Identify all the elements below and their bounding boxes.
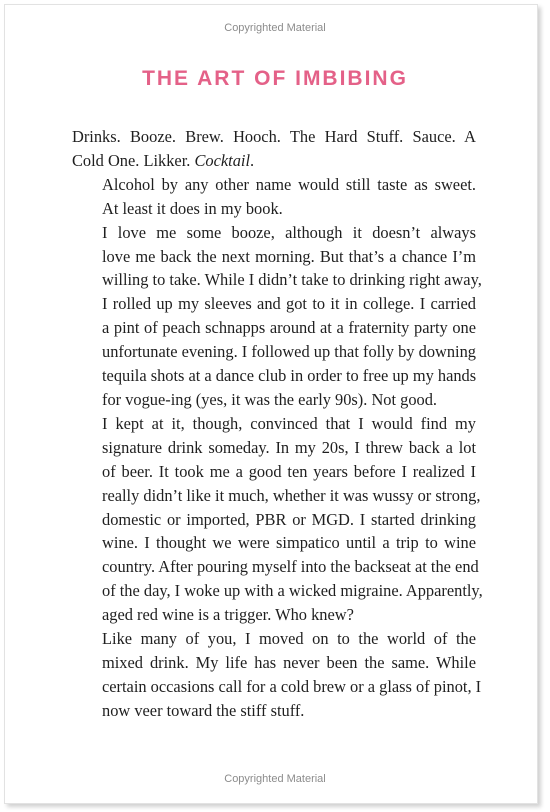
paragraph-line: now veer toward the stiff stuff. bbox=[102, 700, 305, 720]
paragraph-line: love me back the next morning. But that’s a chance I’m bbox=[102, 246, 476, 266]
paragraph-line: for vogue-ing (yes, it was the early 90s). Not good. bbox=[102, 389, 438, 409]
paragraph-line: wine. I thought we were simpatico until a trip to wine bbox=[102, 533, 476, 553]
paragraph-line: domestic or imported, PBR or MGD. I started drinking bbox=[102, 509, 476, 529]
paragraph-line: certain occasions call for a cold brew or a glass of pinot, I bbox=[102, 676, 482, 696]
paragraph-line: signature drink someday. In my 20s, I threw back a lot bbox=[102, 437, 476, 457]
paragraph-4 bbox=[72, 412, 483, 627]
paragraph-line: unfortunate evening. I followed up that folly by downing bbox=[102, 342, 476, 362]
paragraph-line: willing to take. While I didn’t take to drinking right away, bbox=[102, 270, 482, 290]
paragraph-line: country. After pouring myself into the backseat at the end bbox=[102, 557, 479, 577]
line-tail: . bbox=[250, 150, 255, 170]
emphasis-text: Cocktail bbox=[194, 150, 251, 170]
paragraph-5 bbox=[72, 627, 482, 723]
chapter-body bbox=[72, 125, 483, 723]
paragraph-line: of the day, I woke up with a wicked migraine. Apparently, bbox=[102, 581, 483, 601]
paragraph-line: I love me some booze, although it doesn’t always bbox=[102, 222, 476, 242]
paragraph-line: really didn’t like it much, whether it was wussy or strong, bbox=[102, 485, 481, 505]
paragraph-line: tequila shots at a dance club in order to free up my hands bbox=[102, 366, 477, 386]
paragraph-line: Alcohol by any other name would still taste as sweet. bbox=[102, 174, 476, 194]
paragraph-line: of beer. It took me a good ten years before I realized I bbox=[102, 461, 476, 481]
paragraph-line: Drinks. Booze. Brew. Hooch. The Hard Stuff. Sauce. A bbox=[72, 127, 476, 146]
paragraph-line: I rolled up my sleeves and got to it in college. I carried bbox=[102, 294, 476, 314]
paragraph-line: At least it does in my book. bbox=[102, 198, 283, 218]
paragraph-line: a pint of peach schnapps around at a fraternity party one bbox=[102, 318, 476, 338]
paragraph-3 bbox=[72, 221, 482, 412]
paragraph-line: Like many of you, I moved on to the world of the bbox=[102, 629, 476, 649]
paragraph-line bbox=[72, 149, 476, 173]
paragraph-line: mixed drink. My life has never been the same. While bbox=[102, 652, 476, 672]
chapter-title: THE ART OF IMBIBING bbox=[142, 67, 408, 90]
line-text: Cold One. Likker. bbox=[72, 150, 191, 170]
watermark-bottom: Copyrighted Material bbox=[224, 773, 326, 785]
paragraph-line: aged red wine is a trigger. Who knew? bbox=[102, 605, 354, 625]
paragraph-line: I kept at it, though, convinced that I would find my bbox=[102, 413, 476, 433]
paragraph-1 bbox=[72, 125, 476, 173]
watermark-top: Copyrighted Material bbox=[224, 22, 326, 34]
paragraph-2 bbox=[72, 173, 476, 221]
